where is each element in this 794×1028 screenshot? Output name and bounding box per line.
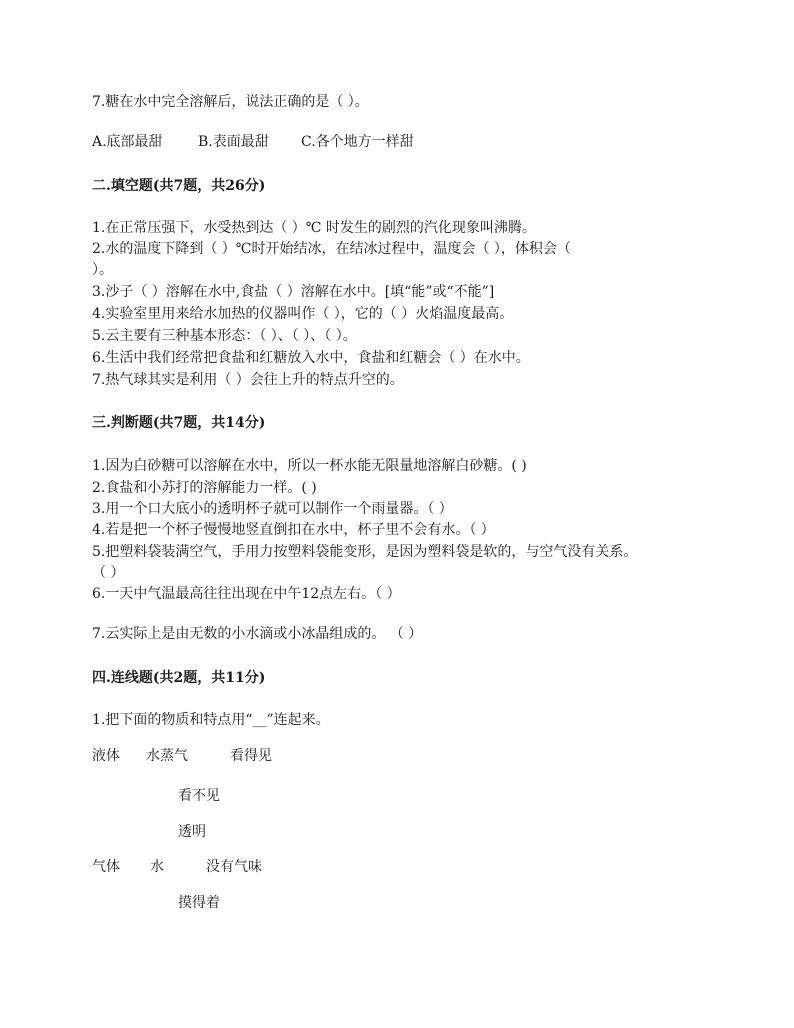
fill-item-2: 2.水的温度下降到（ ）℃时开始结冰，在结冰过程中，温度会（ ），体积会（ xyxy=(92,241,571,257)
question-7-options xyxy=(92,133,414,151)
section-4-title: 四.连线题(共2题，共11分) xyxy=(92,670,266,686)
fill-item-6: 6.生活中我们经常把食盐和红糖放入水中，食盐和红糖会（ ）在水中。 xyxy=(92,350,530,366)
state-gas: 气体 xyxy=(92,859,120,875)
feature-visible: 看得见 xyxy=(230,748,272,764)
fill-item-3: 3.沙子（ ）溶解在水中,食盐（ ）溶解在水中。[填“能”或“不能”] xyxy=(92,284,495,300)
feature-touchable: 摸得着 xyxy=(178,895,220,911)
judge-item-3: 3.用一个口大底小的透明杯子就可以制作一个雨量器。（ ） xyxy=(92,501,453,517)
feature-transparent: 透明 xyxy=(178,824,206,840)
feature-odorless: 没有气味 xyxy=(206,859,262,875)
fill-item-4: 4.实验室里用来给水加热的仪器叫作（ ），它的（ ）火焰温度最高。 xyxy=(92,306,514,322)
fill-item-1: 1.在正常压强下，水受热到达（ ）℃ 时发生的剧烈的汽化现象叫沸腾。 xyxy=(92,220,536,236)
fill-item-7: 7.热气球其实是利用（ ）会往上升的特点升空的。 xyxy=(92,372,404,388)
judge-item-4: 4.若是把一个杯子慢慢地竖直倒扣在水中，杯子里不会有水。（ ） xyxy=(92,522,495,538)
section-3-title: 三.判断题(共7题，共14分) xyxy=(92,415,266,431)
question-7-stem: 7.糖在水中完全溶解后，说法正确的是（ ）。 xyxy=(92,94,369,110)
state-liquid: 液体 xyxy=(92,748,120,764)
option-b: B.表面最甜 xyxy=(198,134,269,150)
fill-item-5: 5.云主要有三种基本形态：（ ）、（ ）、（ ）。 xyxy=(92,328,357,344)
section-2-title: 二.填空题(共7题，共26分) xyxy=(92,178,266,194)
fill-item-2-cont: ）。 xyxy=(92,262,113,278)
judge-item-5: 5.把塑料袋装满空气，手用力按塑料袋能变形，是因为塑料袋是软的，与空气没有关系。 xyxy=(92,544,638,560)
judge-item-2: 2.食盐和小苏打的溶解能力一样。( ) xyxy=(92,480,317,496)
feature-invisible: 看不见 xyxy=(178,788,220,804)
judge-item-5-cont: （ ） xyxy=(92,565,125,581)
judge-item-1: 1.因为白砂糖可以溶解在水中，所以一杯水能无限量地溶解白砂糖。( ) xyxy=(92,458,527,474)
substance-water: 水 xyxy=(150,859,164,875)
substance-water-vapor: 水蒸气 xyxy=(146,748,188,764)
option-a: A.底部最甜 xyxy=(92,134,163,150)
option-c: C.各个地方一样甜 xyxy=(301,134,414,150)
judge-item-7: 7.云实际上是由无数的小水滴或小冰晶组成的。 （ ） xyxy=(92,626,423,642)
match-question-1: 1.把下面的物质和特点用“__”连起来。 xyxy=(92,712,330,728)
judge-item-6: 6.一天中气温最高往往出现在中午12点左右。（ ） xyxy=(92,586,401,602)
